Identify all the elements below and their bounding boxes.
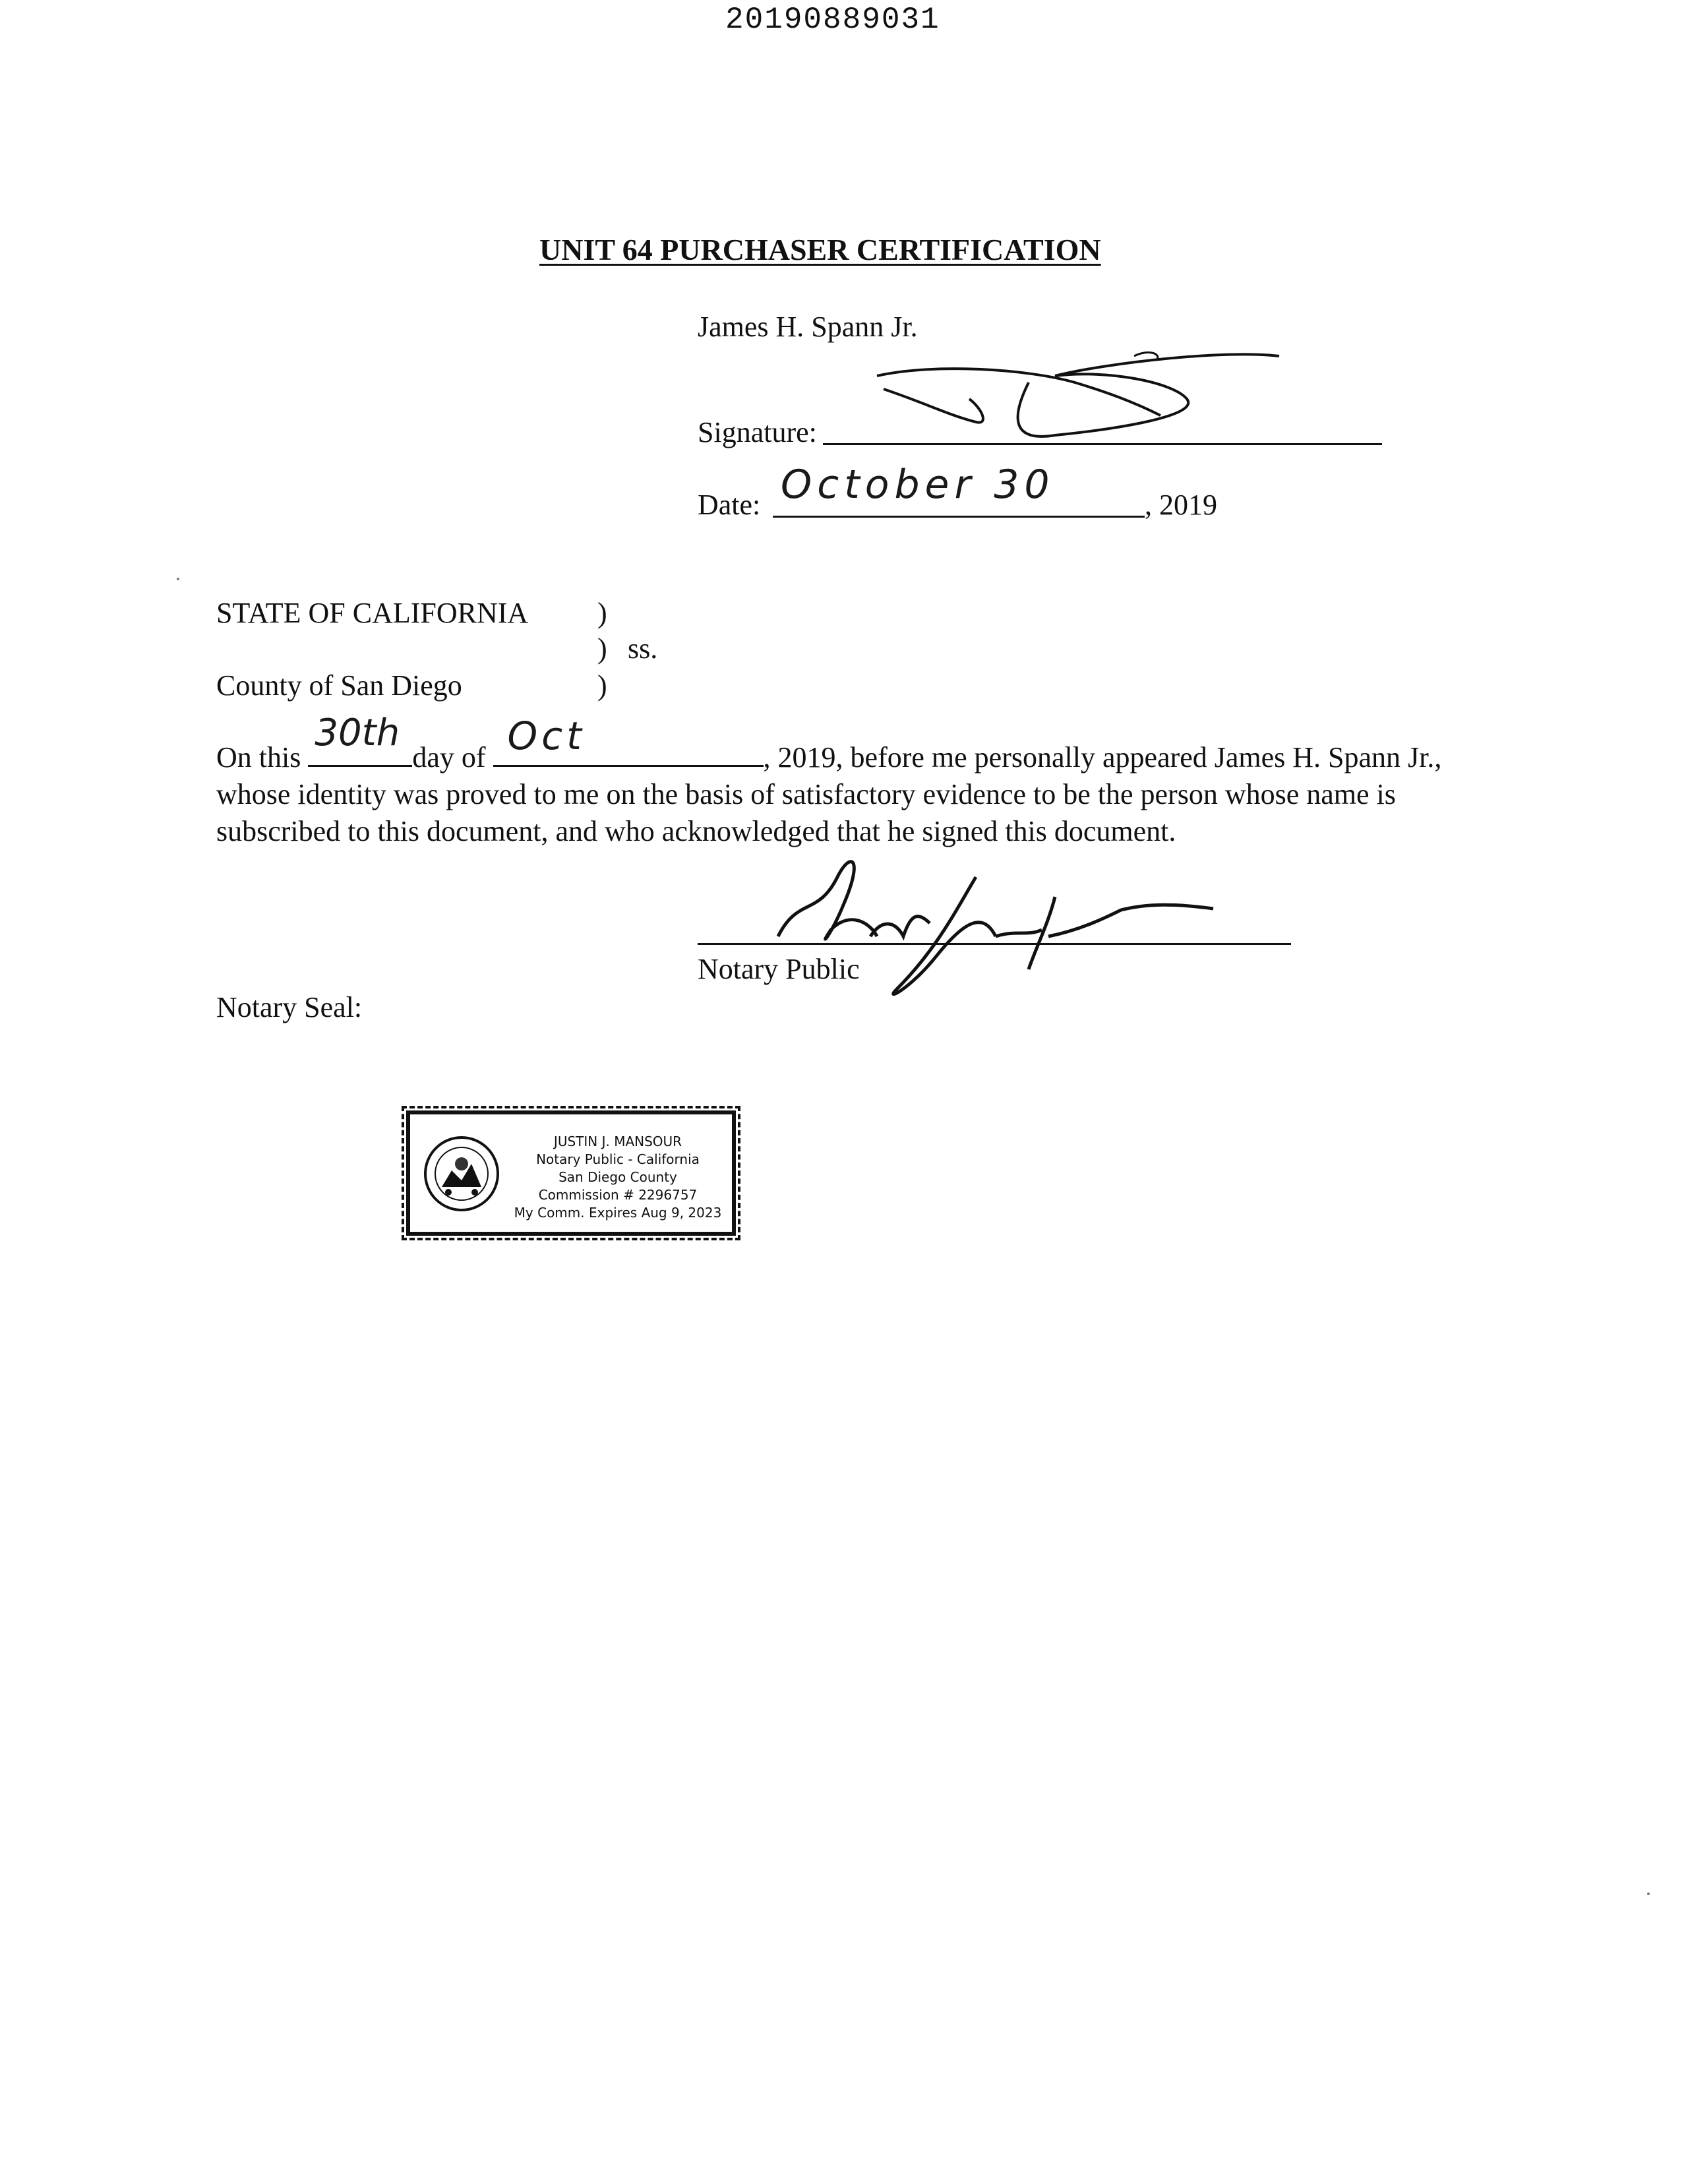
ack-remainder: , 2019, before me personally appeared James H. Spann Jr., whose identity was proved to me on the basis of satisfactory evidence to be the person whose name is subscribed to this document, and who acknowledged that he signed this document. [216,741,1442,847]
month-handwritten: Oct [507,713,586,758]
scan-speck [177,578,179,580]
stamp-county: San Diego County [558,1169,677,1185]
signature-label: Signature: [698,416,817,448]
venue-county: County of San Diego [216,669,462,702]
acknowledgment-paragraph [216,712,1469,850]
ack-on-this: On this [216,741,301,774]
venue-ss: ss. [628,632,658,665]
page-title: UNIT 64 PURCHASER CERTIFICATION [539,233,1101,266]
date-label: Date: [698,489,761,521]
month-blank [493,713,764,767]
venue-paren-mid: ) [597,632,607,665]
stamp-title: Notary Public - California [536,1151,700,1167]
venue-paren-bottom: ) [597,669,607,702]
notary-public-label: Notary Public [698,953,860,985]
day-handwritten: 30th [315,712,400,754]
purchaser-date-handwritten: October 30 [781,462,1055,508]
purchaser-name: James H. Spann Jr. [698,311,918,343]
document-number: 20190889031 [725,3,940,37]
stamp-expires: My Comm. Expires Aug 9, 2023 [514,1205,722,1221]
scan-speck [1647,1893,1650,1895]
ack-day-of: day of [412,741,486,774]
venue-paren-top: ) [597,597,607,629]
stamp-commission: Commission # 2296757 [538,1187,698,1203]
date-year: , 2019 [1145,489,1217,521]
day-blank [308,712,412,767]
state-seal-icon [422,1134,501,1213]
date-line [773,516,1145,518]
stamp-name: JUSTIN J. MANSOUR [553,1134,682,1149]
notary-seal-label: Notary Seal: [216,991,363,1023]
stamp-text [509,1133,727,1222]
notary-stamp [406,1110,736,1236]
purchaser-signature [857,336,1319,455]
venue-state: STATE OF CALIFORNIA [216,597,529,629]
